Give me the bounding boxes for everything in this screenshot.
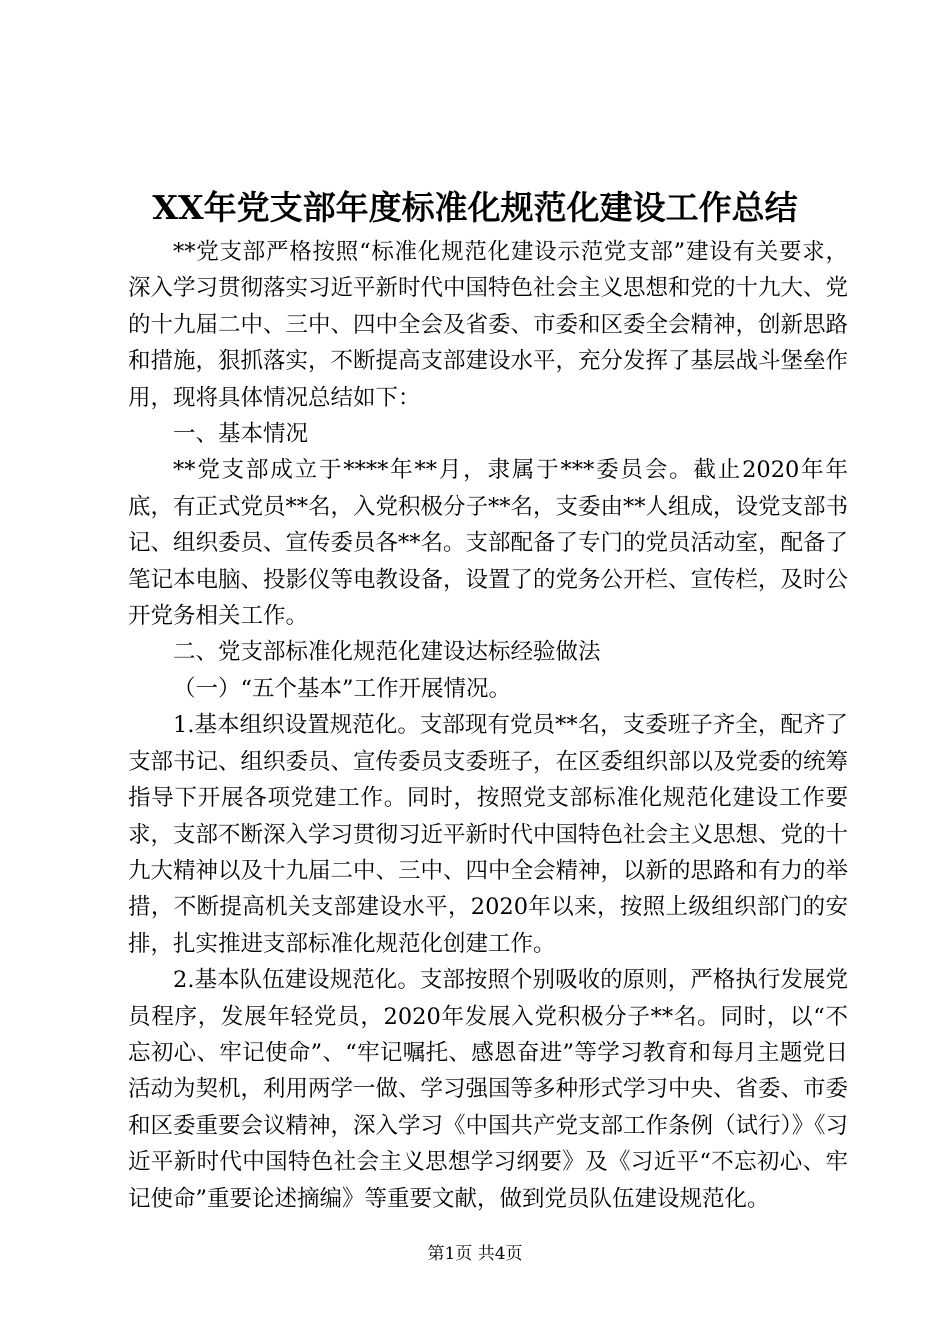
document-title: XX年党支部年度标准化规范化建设工作总结 — [152, 188, 798, 227]
section-heading-basic-situation: 一、基本情况 — [173, 421, 309, 448]
section-heading-experience: 二、党支部标准化规范化建设达标经验做法 — [173, 639, 601, 666]
page-number: 第1页 共4页 — [427, 1244, 523, 1264]
paragraph-team-building: 2.基本队伍建设规范化。支部按照个别吸收的原则，严格执行发展党员程序，发展年轻党员，2020年发展入党积极分子**名。同时，以“不忘初心、牢记使命”、“牢记嘱托、感恩奋进”等学习教育和每月主题党日活动为契机，利用两学一做、学习强国等多种形式学习中央、省委、市委和区委重要会议精神，深入学习《中国共产党支部工作条例（试行）》《习近平新时代中国特色社会主义思想学习纲要》及《习近平“不忘初心、牢记使命”重要论述摘编》等重要文献，做到党员队伍建设规范化。 — [128, 967, 849, 1212]
paragraph-organization-setup: 1.基本组织设置规范化。支部现有党员**名，支委班子齐全，配齐了支部书记、组织委员、宣传委员支委班子，在区委组织部以及党委的统筹指导下开展各项党建工作。同时，按照党支部标准化规范化建设工作要求，支部不断深入学习贯彻习近平新时代中国特色社会主义思想、党的十九大精神以及十九届二中、三中、四中全会精神，以新的思路和有力的举措，不断提高机关支部建设水平，2020年以来，按照上级组织部门的安排，扎实推进支部标准化规范化创建工作。 — [128, 712, 849, 957]
document-body — [128, 234, 848, 1217]
paragraph-basic-situation: **党支部成立于****年**月，隶属于***委员会。截止2020年年底，有正式党员**名，入党积极分子**名，支委由**人组成，设党支部书记、组织委员、宣传委员各**名。支部配备了专门的党员活动室，配备了笔记本电脑、投影仪等电教设备，设置了的党务公开栏、宣传栏，及时公开党务相关工作。 — [128, 457, 849, 630]
subsection-heading-five-basics: （一）“五个基本”工作开展情况。 — [173, 675, 512, 702]
paragraph-intro: **党支部严格按照“标准化规范化建设示范党支部”建设有关要求，深入学习贯彻落实习近平新时代中国特色社会主义思想和党的十九大、党的十九届二中、三中、四中全会及省委、市委和区委全会精神，创新思路和措施，狠抓落实，不断提高支部建设水平，充分发挥了基层战斗堡垒作用，现将具体情况总结如下： — [128, 239, 849, 411]
